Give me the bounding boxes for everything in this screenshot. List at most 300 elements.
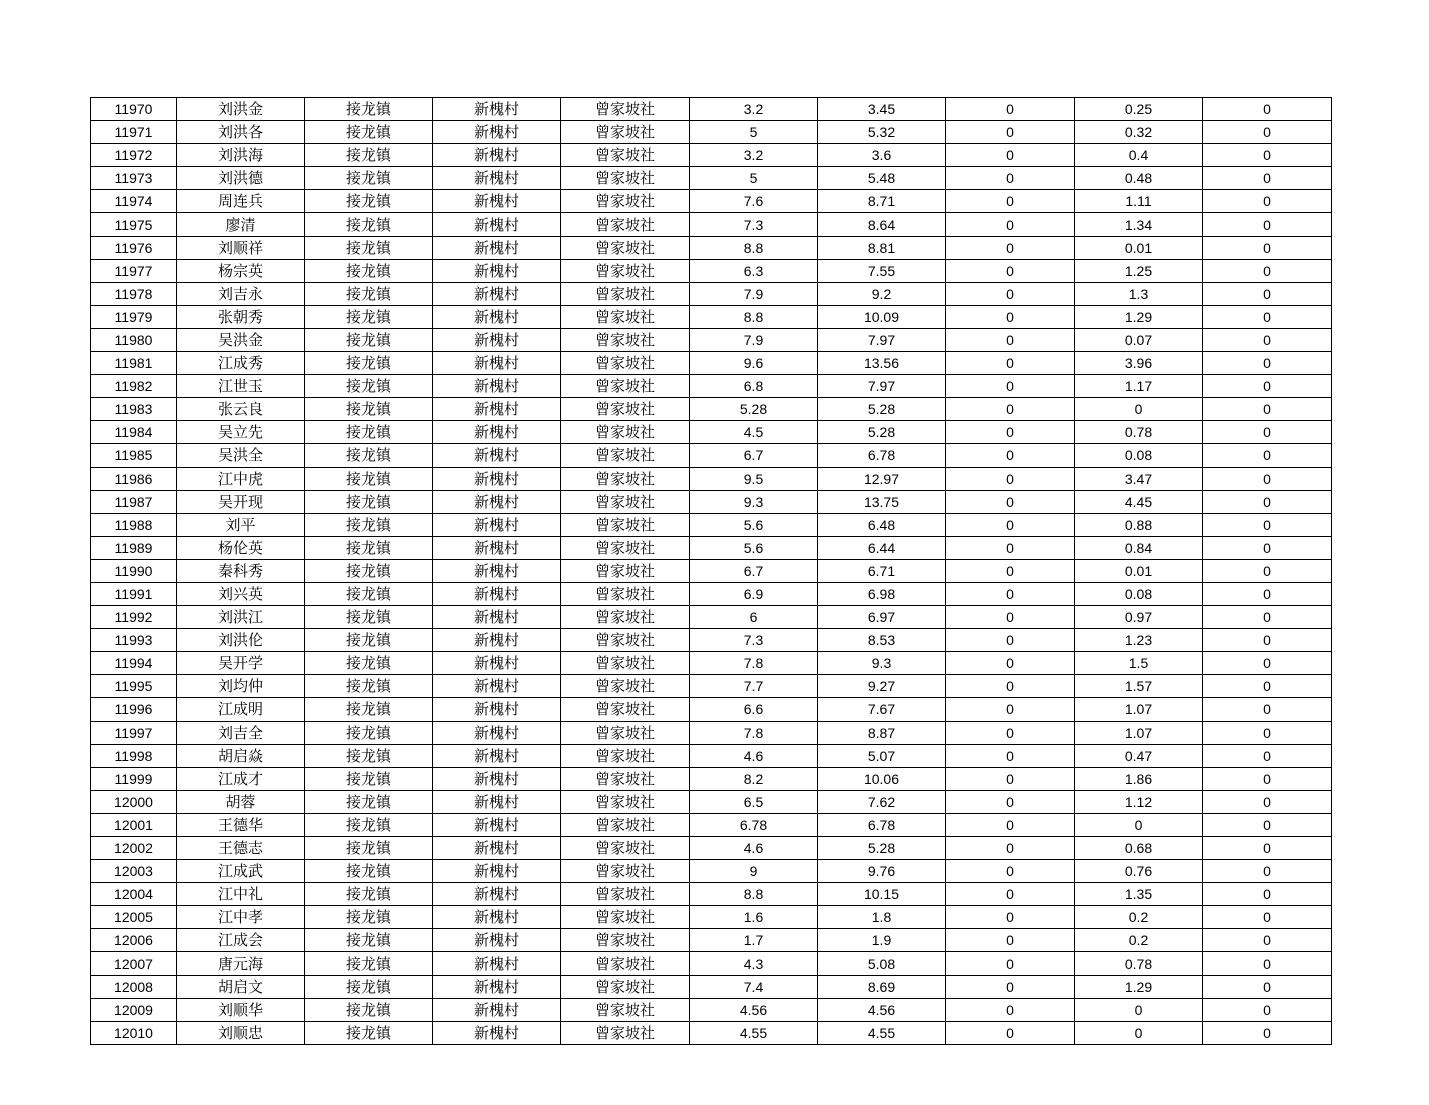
value2-cell: 9.27 bbox=[818, 675, 946, 698]
group-cell: 曾家坡社 bbox=[561, 375, 690, 398]
town-cell: 接龙镇 bbox=[305, 860, 433, 883]
value2-cell: 7.97 bbox=[818, 375, 946, 398]
table-row bbox=[91, 860, 1332, 883]
value5-cell: 0 bbox=[1203, 444, 1332, 467]
village-cell: 新槐村 bbox=[433, 675, 561, 698]
value5-cell: 0 bbox=[1203, 582, 1332, 605]
table-row bbox=[91, 536, 1332, 559]
value2-cell: 4.55 bbox=[818, 1021, 946, 1044]
value2-cell: 9.76 bbox=[818, 860, 946, 883]
value3-cell: 0 bbox=[946, 236, 1075, 259]
value5-cell: 0 bbox=[1203, 536, 1332, 559]
value4-cell: 0 bbox=[1075, 1021, 1203, 1044]
table-row bbox=[91, 352, 1332, 375]
value1-cell: 7.8 bbox=[690, 652, 818, 675]
id-cell: 11989 bbox=[91, 536, 177, 559]
value1-cell: 1.6 bbox=[690, 906, 818, 929]
town-cell: 接龙镇 bbox=[305, 837, 433, 860]
group-cell: 曾家坡社 bbox=[561, 606, 690, 629]
name-cell: 廖清 bbox=[177, 213, 305, 236]
value1-cell: 6.7 bbox=[690, 444, 818, 467]
value5-cell: 0 bbox=[1203, 513, 1332, 536]
value1-cell: 9.6 bbox=[690, 352, 818, 375]
value3-cell: 0 bbox=[946, 352, 1075, 375]
value4-cell: 0.01 bbox=[1075, 236, 1203, 259]
value1-cell: 4.55 bbox=[690, 1021, 818, 1044]
group-cell: 曾家坡社 bbox=[561, 652, 690, 675]
value3-cell: 0 bbox=[946, 721, 1075, 744]
value5-cell: 0 bbox=[1203, 675, 1332, 698]
value2-cell: 8.64 bbox=[818, 213, 946, 236]
value2-cell: 8.53 bbox=[818, 629, 946, 652]
value4-cell: 0.2 bbox=[1075, 929, 1203, 952]
value3-cell: 0 bbox=[946, 629, 1075, 652]
town-cell: 接龙镇 bbox=[305, 513, 433, 536]
value4-cell: 1.07 bbox=[1075, 698, 1203, 721]
table-row bbox=[91, 421, 1332, 444]
value3-cell: 0 bbox=[946, 213, 1075, 236]
value2-cell: 1.9 bbox=[818, 929, 946, 952]
town-cell: 接龙镇 bbox=[305, 790, 433, 813]
value3-cell: 0 bbox=[946, 860, 1075, 883]
id-cell: 11994 bbox=[91, 652, 177, 675]
village-cell: 新槐村 bbox=[433, 467, 561, 490]
id-cell: 11995 bbox=[91, 675, 177, 698]
value3-cell: 0 bbox=[946, 952, 1075, 975]
value4-cell: 1.5 bbox=[1075, 652, 1203, 675]
value4-cell: 1.07 bbox=[1075, 721, 1203, 744]
name-cell: 张云良 bbox=[177, 398, 305, 421]
value1-cell: 4.6 bbox=[690, 837, 818, 860]
value5-cell: 0 bbox=[1203, 929, 1332, 952]
value1-cell: 5 bbox=[690, 121, 818, 144]
table-row bbox=[91, 790, 1332, 813]
value4-cell: 1.29 bbox=[1075, 305, 1203, 328]
value3-cell: 0 bbox=[946, 675, 1075, 698]
value4-cell: 0.08 bbox=[1075, 444, 1203, 467]
value4-cell: 0.88 bbox=[1075, 513, 1203, 536]
value4-cell: 1.12 bbox=[1075, 790, 1203, 813]
value4-cell: 3.96 bbox=[1075, 352, 1203, 375]
value1-cell: 4.3 bbox=[690, 952, 818, 975]
name-cell: 刘洪伦 bbox=[177, 629, 305, 652]
value5-cell: 0 bbox=[1203, 167, 1332, 190]
value2-cell: 5.48 bbox=[818, 167, 946, 190]
value3-cell: 0 bbox=[946, 767, 1075, 790]
value4-cell: 1.17 bbox=[1075, 375, 1203, 398]
village-cell: 新槐村 bbox=[433, 582, 561, 605]
town-cell: 接龙镇 bbox=[305, 398, 433, 421]
value4-cell: 0.48 bbox=[1075, 167, 1203, 190]
village-cell: 新槐村 bbox=[433, 513, 561, 536]
value1-cell: 1.7 bbox=[690, 929, 818, 952]
value2-cell: 8.71 bbox=[818, 190, 946, 213]
name-cell: 杨伦英 bbox=[177, 536, 305, 559]
id-cell: 11972 bbox=[91, 144, 177, 167]
id-cell: 11974 bbox=[91, 190, 177, 213]
value1-cell: 9.3 bbox=[690, 490, 818, 513]
value4-cell: 1.23 bbox=[1075, 629, 1203, 652]
value2-cell: 6.44 bbox=[818, 536, 946, 559]
group-cell: 曾家坡社 bbox=[561, 259, 690, 282]
value1-cell: 7.4 bbox=[690, 975, 818, 998]
town-cell: 接龙镇 bbox=[305, 952, 433, 975]
name-cell: 刘顺祥 bbox=[177, 236, 305, 259]
group-cell: 曾家坡社 bbox=[561, 860, 690, 883]
value1-cell: 4.5 bbox=[690, 421, 818, 444]
value1-cell: 5.28 bbox=[690, 398, 818, 421]
village-cell: 新槐村 bbox=[433, 606, 561, 629]
value1-cell: 4.56 bbox=[690, 998, 818, 1021]
value3-cell: 0 bbox=[946, 398, 1075, 421]
name-cell: 刘洪海 bbox=[177, 144, 305, 167]
town-cell: 接龙镇 bbox=[305, 305, 433, 328]
town-cell: 接龙镇 bbox=[305, 906, 433, 929]
id-cell: 11998 bbox=[91, 744, 177, 767]
group-cell: 曾家坡社 bbox=[561, 421, 690, 444]
id-cell: 11999 bbox=[91, 767, 177, 790]
value3-cell: 0 bbox=[946, 328, 1075, 351]
group-cell: 曾家坡社 bbox=[561, 282, 690, 305]
value1-cell: 7.3 bbox=[690, 629, 818, 652]
village-cell: 新槐村 bbox=[433, 121, 561, 144]
id-cell: 12006 bbox=[91, 929, 177, 952]
value4-cell: 1.86 bbox=[1075, 767, 1203, 790]
value5-cell: 0 bbox=[1203, 998, 1332, 1021]
value5-cell: 0 bbox=[1203, 213, 1332, 236]
value1-cell: 9.5 bbox=[690, 467, 818, 490]
value5-cell: 0 bbox=[1203, 236, 1332, 259]
table-row bbox=[91, 444, 1332, 467]
village-cell: 新槐村 bbox=[433, 721, 561, 744]
value2-cell: 6.71 bbox=[818, 559, 946, 582]
town-cell: 接龙镇 bbox=[305, 929, 433, 952]
table-row bbox=[91, 1021, 1332, 1044]
value3-cell: 0 bbox=[946, 98, 1075, 121]
town-cell: 接龙镇 bbox=[305, 767, 433, 790]
name-cell: 王德志 bbox=[177, 837, 305, 860]
name-cell: 江成会 bbox=[177, 929, 305, 952]
value5-cell: 0 bbox=[1203, 883, 1332, 906]
id-cell: 11987 bbox=[91, 490, 177, 513]
table-row bbox=[91, 98, 1332, 121]
name-cell: 杨宗英 bbox=[177, 259, 305, 282]
id-cell: 11983 bbox=[91, 398, 177, 421]
table-row bbox=[91, 121, 1332, 144]
value5-cell: 0 bbox=[1203, 813, 1332, 836]
value4-cell: 1.25 bbox=[1075, 259, 1203, 282]
name-cell: 江世玉 bbox=[177, 375, 305, 398]
value4-cell: 0.4 bbox=[1075, 144, 1203, 167]
town-cell: 接龙镇 bbox=[305, 259, 433, 282]
town-cell: 接龙镇 bbox=[305, 652, 433, 675]
value2-cell: 5.28 bbox=[818, 398, 946, 421]
village-cell: 新槐村 bbox=[433, 998, 561, 1021]
id-cell: 11970 bbox=[91, 98, 177, 121]
value2-cell: 4.56 bbox=[818, 998, 946, 1021]
value2-cell: 8.69 bbox=[818, 975, 946, 998]
value1-cell: 6.5 bbox=[690, 790, 818, 813]
value3-cell: 0 bbox=[946, 975, 1075, 998]
village-cell: 新槐村 bbox=[433, 813, 561, 836]
town-cell: 接龙镇 bbox=[305, 144, 433, 167]
table-row bbox=[91, 559, 1332, 582]
group-cell: 曾家坡社 bbox=[561, 744, 690, 767]
table-row bbox=[91, 375, 1332, 398]
value5-cell: 0 bbox=[1203, 906, 1332, 929]
name-cell: 王德华 bbox=[177, 813, 305, 836]
town-cell: 接龙镇 bbox=[305, 190, 433, 213]
town-cell: 接龙镇 bbox=[305, 352, 433, 375]
id-cell: 11978 bbox=[91, 282, 177, 305]
id-cell: 11981 bbox=[91, 352, 177, 375]
value5-cell: 0 bbox=[1203, 467, 1332, 490]
table-row bbox=[91, 837, 1332, 860]
name-cell: 刘洪金 bbox=[177, 98, 305, 121]
value5-cell: 0 bbox=[1203, 282, 1332, 305]
group-cell: 曾家坡社 bbox=[561, 837, 690, 860]
town-cell: 接龙镇 bbox=[305, 813, 433, 836]
table-row bbox=[91, 398, 1332, 421]
group-cell: 曾家坡社 bbox=[561, 929, 690, 952]
group-cell: 曾家坡社 bbox=[561, 305, 690, 328]
value2-cell: 7.62 bbox=[818, 790, 946, 813]
name-cell: 江成秀 bbox=[177, 352, 305, 375]
name-cell: 刘洪德 bbox=[177, 167, 305, 190]
value5-cell: 0 bbox=[1203, 790, 1332, 813]
table-row bbox=[91, 998, 1332, 1021]
value2-cell: 7.67 bbox=[818, 698, 946, 721]
group-cell: 曾家坡社 bbox=[561, 328, 690, 351]
town-cell: 接龙镇 bbox=[305, 421, 433, 444]
table-row bbox=[91, 305, 1332, 328]
name-cell: 江成才 bbox=[177, 767, 305, 790]
table-row bbox=[91, 675, 1332, 698]
value1-cell: 6.78 bbox=[690, 813, 818, 836]
village-cell: 新槐村 bbox=[433, 328, 561, 351]
group-cell: 曾家坡社 bbox=[561, 1021, 690, 1044]
value2-cell: 8.81 bbox=[818, 236, 946, 259]
value1-cell: 7.8 bbox=[690, 721, 818, 744]
value1-cell: 7.3 bbox=[690, 213, 818, 236]
group-cell: 曾家坡社 bbox=[561, 629, 690, 652]
value2-cell: 1.8 bbox=[818, 906, 946, 929]
value3-cell: 0 bbox=[946, 1021, 1075, 1044]
village-cell: 新槐村 bbox=[433, 190, 561, 213]
id-cell: 11985 bbox=[91, 444, 177, 467]
table-row bbox=[91, 190, 1332, 213]
value4-cell: 0.78 bbox=[1075, 952, 1203, 975]
group-cell: 曾家坡社 bbox=[561, 536, 690, 559]
value4-cell: 0.97 bbox=[1075, 606, 1203, 629]
table-row bbox=[91, 144, 1332, 167]
value2-cell: 5.28 bbox=[818, 421, 946, 444]
id-cell: 12000 bbox=[91, 790, 177, 813]
village-cell: 新槐村 bbox=[433, 1021, 561, 1044]
value2-cell: 6.78 bbox=[818, 813, 946, 836]
value4-cell: 0.32 bbox=[1075, 121, 1203, 144]
table-row bbox=[91, 606, 1332, 629]
id-cell: 11984 bbox=[91, 421, 177, 444]
village-cell: 新槐村 bbox=[433, 790, 561, 813]
group-cell: 曾家坡社 bbox=[561, 998, 690, 1021]
group-cell: 曾家坡社 bbox=[561, 790, 690, 813]
village-cell: 新槐村 bbox=[433, 952, 561, 975]
value5-cell: 0 bbox=[1203, 490, 1332, 513]
table-row bbox=[91, 282, 1332, 305]
name-cell: 吴洪金 bbox=[177, 328, 305, 351]
town-cell: 接龙镇 bbox=[305, 467, 433, 490]
town-cell: 接龙镇 bbox=[305, 490, 433, 513]
id-cell: 11973 bbox=[91, 167, 177, 190]
value2-cell: 8.87 bbox=[818, 721, 946, 744]
value3-cell: 0 bbox=[946, 259, 1075, 282]
id-cell: 12008 bbox=[91, 975, 177, 998]
value1-cell: 8.2 bbox=[690, 767, 818, 790]
value5-cell: 0 bbox=[1203, 952, 1332, 975]
value2-cell: 5.32 bbox=[818, 121, 946, 144]
name-cell: 刘平 bbox=[177, 513, 305, 536]
value5-cell: 0 bbox=[1203, 744, 1332, 767]
value5-cell: 0 bbox=[1203, 606, 1332, 629]
value5-cell: 0 bbox=[1203, 328, 1332, 351]
value2-cell: 13.75 bbox=[818, 490, 946, 513]
group-cell: 曾家坡社 bbox=[561, 582, 690, 605]
group-cell: 曾家坡社 bbox=[561, 698, 690, 721]
table-row bbox=[91, 883, 1332, 906]
table-row bbox=[91, 259, 1332, 282]
value3-cell: 0 bbox=[946, 606, 1075, 629]
town-cell: 接龙镇 bbox=[305, 98, 433, 121]
village-cell: 新槐村 bbox=[433, 906, 561, 929]
name-cell: 刘洪江 bbox=[177, 606, 305, 629]
village-cell: 新槐村 bbox=[433, 536, 561, 559]
id-cell: 12010 bbox=[91, 1021, 177, 1044]
id-cell: 12002 bbox=[91, 837, 177, 860]
town-cell: 接龙镇 bbox=[305, 698, 433, 721]
value3-cell: 0 bbox=[946, 490, 1075, 513]
village-cell: 新槐村 bbox=[433, 259, 561, 282]
town-cell: 接龙镇 bbox=[305, 629, 433, 652]
value5-cell: 0 bbox=[1203, 559, 1332, 582]
town-cell: 接龙镇 bbox=[305, 167, 433, 190]
value5-cell: 0 bbox=[1203, 721, 1332, 744]
table-row bbox=[91, 513, 1332, 536]
name-cell: 江中虎 bbox=[177, 467, 305, 490]
value5-cell: 0 bbox=[1203, 352, 1332, 375]
group-cell: 曾家坡社 bbox=[561, 721, 690, 744]
town-cell: 接龙镇 bbox=[305, 1021, 433, 1044]
value3-cell: 0 bbox=[946, 790, 1075, 813]
group-cell: 曾家坡社 bbox=[561, 98, 690, 121]
name-cell: 江成明 bbox=[177, 698, 305, 721]
id-cell: 11975 bbox=[91, 213, 177, 236]
value4-cell: 1.34 bbox=[1075, 213, 1203, 236]
value1-cell: 5.6 bbox=[690, 513, 818, 536]
value3-cell: 0 bbox=[946, 559, 1075, 582]
value1-cell: 5 bbox=[690, 167, 818, 190]
value5-cell: 0 bbox=[1203, 421, 1332, 444]
value4-cell: 1.11 bbox=[1075, 190, 1203, 213]
town-cell: 接龙镇 bbox=[305, 236, 433, 259]
value4-cell: 0.78 bbox=[1075, 421, 1203, 444]
value2-cell: 6.97 bbox=[818, 606, 946, 629]
table-row bbox=[91, 582, 1332, 605]
value1-cell: 8.8 bbox=[690, 305, 818, 328]
village-cell: 新槐村 bbox=[433, 975, 561, 998]
town-cell: 接龙镇 bbox=[305, 536, 433, 559]
id-cell: 12003 bbox=[91, 860, 177, 883]
village-cell: 新槐村 bbox=[433, 629, 561, 652]
id-cell: 11990 bbox=[91, 559, 177, 582]
table-row bbox=[91, 467, 1332, 490]
value2-cell: 10.09 bbox=[818, 305, 946, 328]
town-cell: 接龙镇 bbox=[305, 121, 433, 144]
value1-cell: 8.8 bbox=[690, 883, 818, 906]
value1-cell: 6.8 bbox=[690, 375, 818, 398]
table-row bbox=[91, 952, 1332, 975]
village-cell: 新槐村 bbox=[433, 352, 561, 375]
table-row bbox=[91, 328, 1332, 351]
data-table bbox=[90, 97, 1332, 1045]
name-cell: 吴立先 bbox=[177, 421, 305, 444]
table-row bbox=[91, 767, 1332, 790]
table-row bbox=[91, 652, 1332, 675]
name-cell: 刘吉永 bbox=[177, 282, 305, 305]
id-cell: 12005 bbox=[91, 906, 177, 929]
value4-cell: 0.07 bbox=[1075, 328, 1203, 351]
value1-cell: 6.6 bbox=[690, 698, 818, 721]
value5-cell: 0 bbox=[1203, 305, 1332, 328]
id-cell: 11980 bbox=[91, 328, 177, 351]
value5-cell: 0 bbox=[1203, 375, 1332, 398]
group-cell: 曾家坡社 bbox=[561, 144, 690, 167]
table-row bbox=[91, 906, 1332, 929]
group-cell: 曾家坡社 bbox=[561, 906, 690, 929]
name-cell: 胡启文 bbox=[177, 975, 305, 998]
value2-cell: 13.56 bbox=[818, 352, 946, 375]
id-cell: 11982 bbox=[91, 375, 177, 398]
table-row bbox=[91, 236, 1332, 259]
table-row bbox=[91, 698, 1332, 721]
name-cell: 吴开学 bbox=[177, 652, 305, 675]
group-cell: 曾家坡社 bbox=[561, 190, 690, 213]
value4-cell: 0.68 bbox=[1075, 837, 1203, 860]
town-cell: 接龙镇 bbox=[305, 975, 433, 998]
village-cell: 新槐村 bbox=[433, 837, 561, 860]
village-cell: 新槐村 bbox=[433, 929, 561, 952]
table-row bbox=[91, 929, 1332, 952]
value2-cell: 5.28 bbox=[818, 837, 946, 860]
village-cell: 新槐村 bbox=[433, 282, 561, 305]
id-cell: 11997 bbox=[91, 721, 177, 744]
value5-cell: 0 bbox=[1203, 190, 1332, 213]
name-cell: 唐元海 bbox=[177, 952, 305, 975]
village-cell: 新槐村 bbox=[433, 305, 561, 328]
value4-cell: 0.01 bbox=[1075, 559, 1203, 582]
value3-cell: 0 bbox=[946, 837, 1075, 860]
village-cell: 新槐村 bbox=[433, 860, 561, 883]
value4-cell: 0 bbox=[1075, 398, 1203, 421]
value5-cell: 0 bbox=[1203, 144, 1332, 167]
group-cell: 曾家坡社 bbox=[561, 444, 690, 467]
id-cell: 11979 bbox=[91, 305, 177, 328]
town-cell: 接龙镇 bbox=[305, 213, 433, 236]
group-cell: 曾家坡社 bbox=[561, 675, 690, 698]
id-cell: 11991 bbox=[91, 582, 177, 605]
village-cell: 新槐村 bbox=[433, 98, 561, 121]
id-cell: 11976 bbox=[91, 236, 177, 259]
